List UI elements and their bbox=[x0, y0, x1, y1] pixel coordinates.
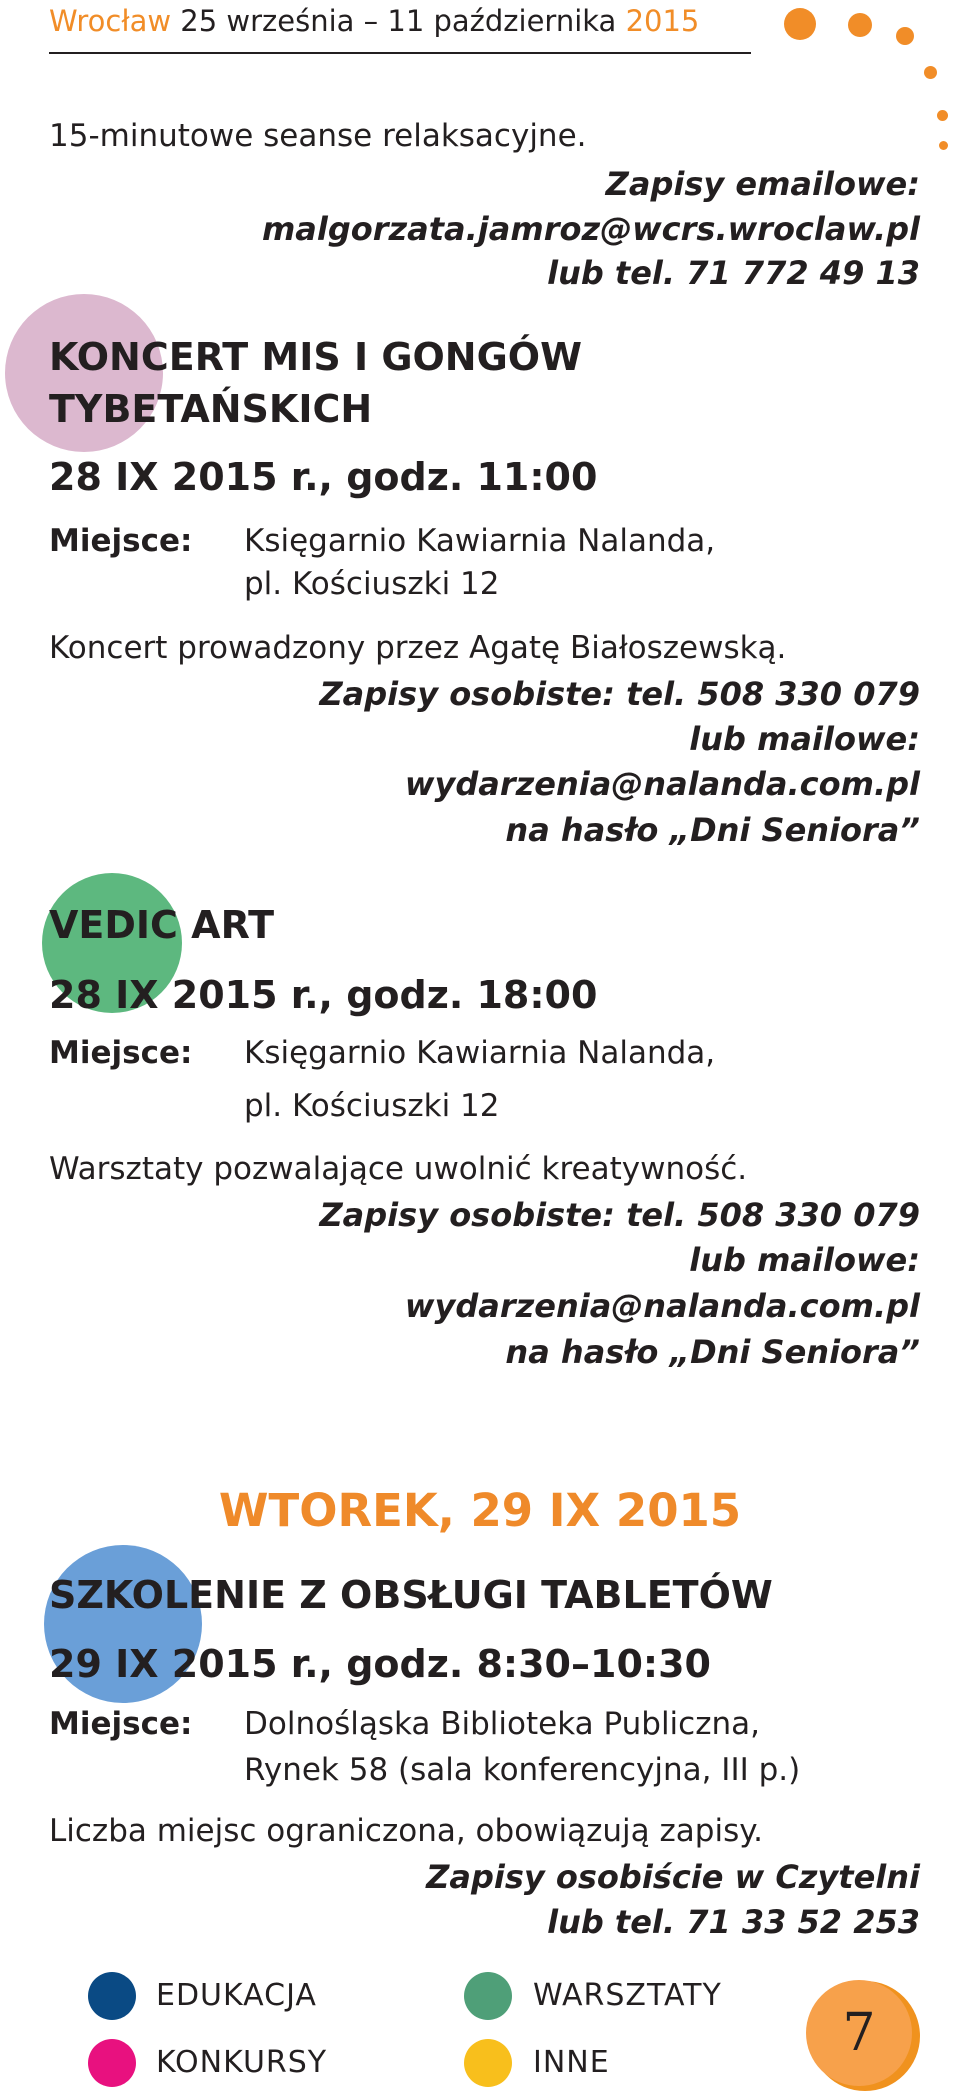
event-contact-line: Zapisy osobiście w Czytelni bbox=[426, 1858, 920, 1896]
event-contact-line: Zapisy osobiste: tel. 508 330 079 bbox=[319, 1196, 920, 1234]
header-divider bbox=[49, 52, 751, 54]
place-line: Dolnośląska Biblioteka Publiczna, bbox=[244, 1706, 760, 1742]
intro-contact-phone: lub tel. 71 772 49 13 bbox=[547, 254, 920, 292]
event-contact-phone: lub tel. 71 33 52 253 bbox=[547, 1903, 920, 1941]
event-title: SZKOLENIE Z OBSŁUGI TABLETÓW bbox=[49, 1573, 773, 1617]
event-datetime: 29 IX 2015 r., godz. 8:30–10:30 bbox=[49, 1642, 711, 1686]
place-line: pl. Kościuszki 12 bbox=[244, 1088, 500, 1124]
legend-label-inne: INNE bbox=[533, 2045, 610, 2080]
legend-dot-edukacja bbox=[88, 1972, 136, 2020]
decor-dot bbox=[937, 110, 948, 121]
legend-label-edukacja: EDUKACJA bbox=[156, 1978, 317, 2013]
event-title: VEDIC ART bbox=[49, 903, 275, 947]
place-label: Miejsce: bbox=[49, 1706, 193, 1742]
header-year: 2015 bbox=[625, 4, 700, 38]
place-label: Miejsce: bbox=[49, 1035, 193, 1071]
place-line: Księgarnio Kawiarnia Nalanda, bbox=[244, 1035, 716, 1071]
event-contact-line: lub mailowe: bbox=[689, 720, 920, 758]
event-description: Warsztaty pozwalające uwolnić kreatywność. bbox=[49, 1151, 748, 1187]
header-city: Wrocław bbox=[49, 4, 172, 38]
place-line: pl. Kościuszki 12 bbox=[244, 566, 500, 602]
page-number: 7 bbox=[842, 2003, 876, 2063]
legend-dot-warsztaty bbox=[464, 1972, 512, 2020]
place-line: Księgarnio Kawiarnia Nalanda, bbox=[244, 523, 716, 559]
event-contact-email[interactable]: wydarzenia@nalanda.com.pl bbox=[404, 765, 920, 803]
intro-contact-email[interactable]: malgorzata.jamroz@wcrs.wroclaw.pl bbox=[261, 210, 920, 248]
event-contact-email[interactable]: wydarzenia@nalanda.com.pl bbox=[404, 1287, 920, 1325]
decor-dot bbox=[939, 141, 948, 150]
event-title: TYBETAŃSKICH bbox=[49, 387, 373, 431]
event-contact-line: na hasło „Dni Seniora” bbox=[505, 811, 920, 849]
event-title: KONCERT MIS I GONGÓW bbox=[49, 335, 583, 379]
decor-dot bbox=[896, 27, 914, 45]
event-contact-line: lub mailowe: bbox=[689, 1241, 920, 1279]
event-datetime: 28 IX 2015 r., godz. 18:00 bbox=[49, 973, 598, 1017]
event-contact-line: Zapisy osobiste: tel. 508 330 079 bbox=[319, 675, 920, 713]
event-description: Koncert prowadzony przez Agatę Białoszewską. bbox=[49, 630, 787, 666]
intro-contact-line: Zapisy emailowe: bbox=[605, 165, 920, 203]
event-contact-line: na hasło „Dni Seniora” bbox=[505, 1333, 920, 1371]
event-datetime: 28 IX 2015 r., godz. 11:00 bbox=[49, 455, 598, 499]
decor-dot bbox=[848, 13, 872, 37]
intro-text: 15-minutowe seanse relaksacyjne. bbox=[49, 118, 587, 154]
legend-dot-inne bbox=[464, 2039, 512, 2087]
page-header bbox=[49, 4, 699, 38]
decor-dot bbox=[924, 66, 937, 79]
place-label: Miejsce: bbox=[49, 523, 193, 559]
day-heading: WTOREK, 29 IX 2015 bbox=[218, 1484, 742, 1537]
place-line: Rynek 58 (sala konferencyjna, III p.) bbox=[244, 1752, 801, 1788]
decor-dot bbox=[784, 8, 816, 40]
legend-label-warsztaty: WARSZTATY bbox=[533, 1978, 722, 2013]
header-dates: 25 września – 11 października bbox=[180, 4, 617, 38]
legend-dot-konkursy bbox=[88, 2039, 136, 2087]
event-description: Liczba miejsc ograniczona, obowiązują zapisy. bbox=[49, 1813, 763, 1849]
legend-label-konkursy: KONKURSY bbox=[156, 2045, 328, 2080]
